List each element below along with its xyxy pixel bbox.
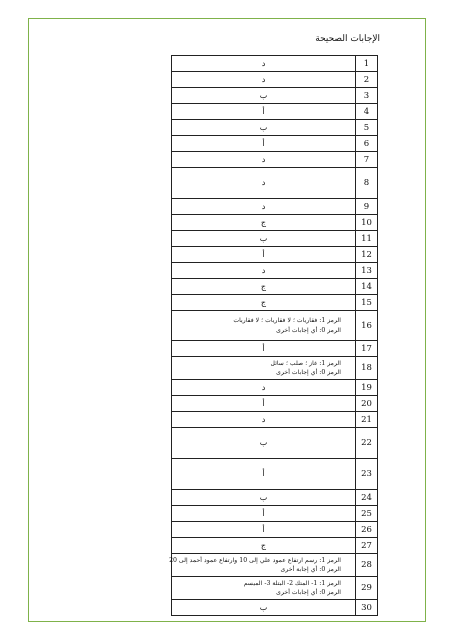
answer-row bbox=[172, 120, 378, 136]
answer-cell bbox=[172, 396, 356, 412]
question-number: 7 bbox=[356, 152, 378, 168]
answer-text: د bbox=[261, 74, 266, 84]
question-number: 18 bbox=[356, 357, 378, 380]
answer-text: ب bbox=[259, 492, 268, 502]
answer-row bbox=[172, 522, 378, 538]
answer-row bbox=[172, 538, 378, 554]
answer-row bbox=[172, 152, 378, 168]
answer-text: الرمز 1: غاز ؛ صلب ؛ سائل bbox=[270, 359, 341, 367]
answer-row bbox=[172, 490, 378, 506]
answer-row bbox=[172, 412, 378, 428]
answer-row bbox=[172, 215, 378, 231]
answer-text: د bbox=[261, 382, 266, 392]
answer-text: ج bbox=[260, 217, 267, 227]
answer-cell bbox=[172, 357, 356, 380]
question-number: 24 bbox=[356, 490, 378, 506]
answer-text: د bbox=[261, 154, 266, 164]
question-number: 28 bbox=[356, 554, 378, 577]
answer-cell bbox=[172, 263, 356, 279]
answer-cell bbox=[172, 490, 356, 506]
answer-cell bbox=[172, 428, 356, 459]
question-number: 15 bbox=[356, 295, 378, 311]
question-number: 11 bbox=[356, 231, 378, 247]
answer-text: أ bbox=[262, 106, 265, 116]
answer-row bbox=[172, 311, 378, 341]
question-number: 21 bbox=[356, 412, 378, 428]
question-number: 4 bbox=[356, 104, 378, 120]
question-number: 17 bbox=[356, 341, 378, 357]
answer-cell bbox=[172, 104, 356, 120]
answer-text: ب bbox=[259, 122, 268, 132]
answer-text: ج bbox=[260, 297, 267, 307]
answer-text: أ bbox=[262, 249, 265, 259]
answer-row bbox=[172, 263, 378, 279]
answer-text: أ bbox=[262, 343, 265, 353]
answer-text: الرمز 0: أي إجابات أخرى bbox=[276, 589, 341, 596]
answer-cell bbox=[172, 152, 356, 168]
question-number: 6 bbox=[356, 136, 378, 152]
answer-text: أ bbox=[262, 138, 265, 148]
answer-cell bbox=[172, 247, 356, 263]
answer-row bbox=[172, 577, 378, 600]
answer-text: ب bbox=[259, 602, 268, 612]
answer-cell bbox=[172, 459, 356, 490]
question-number: 1 bbox=[356, 56, 378, 72]
question-number: 2 bbox=[356, 72, 378, 88]
answer-row bbox=[172, 168, 378, 199]
answer-cell bbox=[172, 120, 356, 136]
answer-row bbox=[172, 380, 378, 396]
question-number: 8 bbox=[356, 168, 378, 199]
answer-cell bbox=[172, 168, 356, 199]
question-number: 29 bbox=[356, 577, 378, 600]
answer-row bbox=[172, 247, 378, 263]
answer-cell bbox=[172, 231, 356, 247]
answer-row bbox=[172, 396, 378, 412]
answer-row bbox=[172, 428, 378, 459]
question-number: 20 bbox=[356, 396, 378, 412]
answer-text: ج bbox=[260, 281, 267, 291]
question-number: 19 bbox=[356, 380, 378, 396]
question-number: 14 bbox=[356, 279, 378, 295]
page-title: الإجابات الصحيحة bbox=[315, 34, 380, 44]
question-number: 27 bbox=[356, 538, 378, 554]
answer-row bbox=[172, 199, 378, 215]
answer-text: ب bbox=[259, 233, 268, 243]
answer-row bbox=[172, 459, 378, 490]
question-number: 10 bbox=[356, 215, 378, 231]
answer-cell bbox=[172, 56, 356, 72]
answer-text: ب bbox=[259, 90, 268, 100]
answer-text: الرمز 1: رسم ارتفاع عمود علي إلى 10 وارتفاع عمود أحمد إلى 20 bbox=[169, 556, 341, 564]
answer-row bbox=[172, 341, 378, 357]
answer-cell bbox=[172, 295, 356, 311]
answer-text: الرمز 1: فقاريات ؛ لا فقاريات ؛ لا فقاريات bbox=[233, 317, 341, 325]
question-number: 5 bbox=[356, 120, 378, 136]
answer-cell bbox=[172, 538, 356, 554]
answer-text: الرمز 0: أي إجابات أخرى bbox=[276, 326, 341, 334]
answer-text: الرمز 1: 1- المتك 2- البتلة 3- الميسم bbox=[243, 579, 341, 587]
question-number: 23 bbox=[356, 459, 378, 490]
answer-row bbox=[172, 600, 378, 616]
question-number: 9 bbox=[356, 199, 378, 215]
answer-cell bbox=[172, 279, 356, 295]
answer-cell bbox=[172, 215, 356, 231]
answer-cell bbox=[172, 136, 356, 152]
answer-cell bbox=[172, 72, 356, 88]
question-number: 26 bbox=[356, 522, 378, 538]
question-number: 16 bbox=[356, 311, 378, 341]
answer-text: د bbox=[261, 265, 266, 275]
answers-table-body bbox=[169, 56, 378, 616]
question-number: 22 bbox=[356, 428, 378, 459]
answer-row bbox=[172, 136, 378, 152]
answer-text: ج bbox=[260, 540, 267, 550]
answer-cell bbox=[172, 600, 356, 616]
answer-text: ب bbox=[259, 438, 268, 447]
answer-cell bbox=[172, 380, 356, 396]
answer-row bbox=[172, 72, 378, 88]
answer-text: الرمز 0: أي إجابات أخرى bbox=[276, 369, 341, 376]
answer-cell bbox=[172, 199, 356, 215]
answer-row bbox=[172, 295, 378, 311]
answer-row bbox=[172, 104, 378, 120]
answer-row bbox=[172, 56, 378, 72]
answer-text: د bbox=[261, 58, 266, 68]
answer-cell bbox=[172, 577, 356, 600]
answer-row bbox=[172, 279, 378, 295]
answer-cell bbox=[172, 506, 356, 522]
question-number: 30 bbox=[356, 600, 378, 616]
answers-table bbox=[171, 55, 378, 616]
answer-row bbox=[172, 357, 378, 380]
answer-text: أ bbox=[262, 508, 265, 518]
answer-row bbox=[172, 554, 378, 577]
answer-cell bbox=[172, 522, 356, 538]
answer-text: الرمز 0: أي إجابة أخرى bbox=[280, 566, 341, 573]
answer-cell bbox=[172, 341, 356, 357]
answer-text: د bbox=[261, 201, 266, 211]
answer-cell bbox=[172, 311, 356, 341]
answer-text: د bbox=[261, 414, 266, 424]
question-number: 3 bbox=[356, 88, 378, 104]
answer-row bbox=[172, 231, 378, 247]
answer-text: أ bbox=[262, 524, 265, 534]
question-number: 13 bbox=[356, 263, 378, 279]
answer-cell bbox=[172, 412, 356, 428]
answer-text: د bbox=[261, 178, 266, 187]
answer-cell bbox=[169, 554, 356, 577]
answer-text: أ bbox=[262, 398, 265, 408]
answer-row bbox=[172, 88, 378, 104]
question-number: 25 bbox=[356, 506, 378, 522]
question-number: 12 bbox=[356, 247, 378, 263]
answer-text: أ bbox=[262, 469, 265, 478]
answer-row bbox=[172, 506, 378, 522]
answer-cell bbox=[172, 88, 356, 104]
